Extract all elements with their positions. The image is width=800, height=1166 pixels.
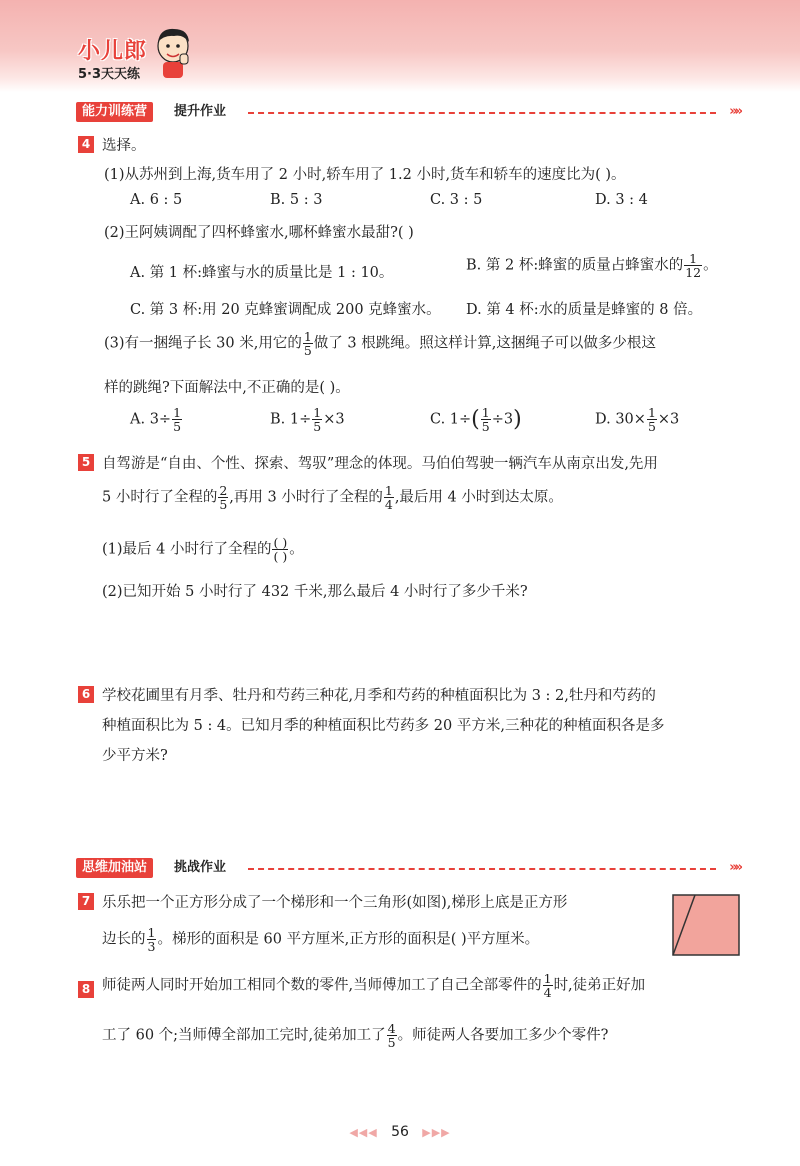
fraction [147,926,157,953]
option-text: ×3 [323,411,345,428]
denominator: 5 [387,1035,396,1050]
question-number: 4 [78,136,94,153]
square-trapezoid-figure [672,894,740,956]
fraction [303,330,313,357]
stem-text: 5 小时行了全程的 [102,489,218,506]
fraction [312,406,322,433]
stem-text: 时,徒弟正好加 [553,977,646,994]
stem-text: (3)有一捆绳子长 30 米,用它的 [104,335,302,352]
stem-text: 。梯形的面积是 60 平方厘米,正方形的面积是( )平方厘米。 [157,931,540,948]
numerator: 1 [173,405,182,420]
paren-open: ( [471,407,480,432]
denominator: 12 [685,265,702,280]
double-arrow-icon: »» [729,104,740,119]
fraction [218,484,228,511]
question-number: 6 [78,686,94,703]
fraction [384,484,394,511]
option-a [130,406,183,433]
stem-text: (1)最后 4 小时行了全程的 [102,541,272,558]
brand-name: 小儿郎 [78,39,148,64]
denominator-blank[interactable]: ( ) [273,549,288,564]
mascot-icon [150,24,196,80]
denominator: 5 [303,343,312,358]
section-header-challenge [76,858,740,878]
denominator: 5 [481,419,490,434]
option-a: A. 6 : 5 [130,192,183,208]
numerator: 1 [147,925,156,940]
denominator: 5 [219,497,228,512]
denominator: 4 [543,985,552,1000]
q6-line3: 少平方米? [102,748,168,764]
option-text: C. 1÷ [430,411,472,428]
q5-sub1 [102,536,304,563]
option-text: A. 3÷ [130,411,172,428]
q5-sub2: (2)已知开始 5 小时行了 432 千米,那么最后 4 小时行了多少千米? [102,584,528,600]
stem-text: 师徒两人同时开始加工相同个数的零件,当师傅加工了自己全部零件的 [102,977,542,994]
stem-text: 边长的 [102,931,146,948]
next-arrows-icon: ▶▶▶ [422,1126,451,1139]
fraction [387,1022,397,1049]
stem-text: 。师徒两人各要加工多少个零件? [397,1027,609,1044]
question-number: 8 [78,981,94,998]
numerator: 1 [481,405,490,420]
denominator: 5 [173,419,182,434]
denominator: 4 [384,497,393,512]
q6-line1: 学校花圃里有月季、牡丹和芍药三种花,月季和芍药的种植面积比为 3 : 2,牡丹和芍药的 [102,688,656,704]
prev-arrows-icon: ◀◀◀ [349,1126,378,1139]
option-d: D. 3 : 4 [595,192,648,208]
page-number: 56 [391,1124,409,1140]
option-text: B. 第 2 杯:蜂蜜的质量占蜂蜜水的 [466,257,684,274]
q8-line1 [102,972,645,999]
option-text: 。 [703,257,718,274]
fraction [172,406,182,433]
numerator: 1 [384,483,393,498]
numerator: 1 [313,405,322,420]
paren-close: ) [513,407,522,432]
stem-text: 做了 3 根跳绳。照这样计算,这捆绳子可以做多少根这 [313,335,656,352]
q5-line1: 自驾游是“自由、个性、探索、驾驭”理念的体现。马伯伯驾驶一辆汽车从南京出发,先用 [102,456,658,472]
page-footer [0,1124,800,1140]
fraction [684,252,702,279]
numerator: 2 [219,483,228,498]
section-tag: 思维加油站 [76,858,153,878]
question-title: 选择。 [102,138,146,154]
stem-text: 。 [289,541,304,558]
fraction [647,406,657,433]
double-arrow-icon: »» [729,860,740,875]
denominator: 5 [313,419,322,434]
question-number: 7 [78,893,94,910]
dashed-divider [248,112,716,114]
answer-blank-fraction[interactable] [272,536,288,563]
denominator: 3 [147,939,156,954]
numerator: 1 [543,971,552,986]
stem-text: ,最后用 4 小时到达太原。 [394,489,563,506]
option-c: C. 第 3 杯:用 20 克蜂蜜调配成 200 克蜂蜜水。 [130,302,441,318]
numerator: 4 [387,1021,396,1036]
question-number: 5 [78,454,94,471]
numerator: 1 [684,252,702,266]
q4-sub2-stem: (2)王阿姨调配了四杯蜂蜜水,哪杯蜂蜜水最甜?( ) [104,225,414,241]
denominator: 5 [647,419,656,434]
q4-sub3-line1 [104,330,656,357]
brand-logo [78,34,147,82]
q8-line2 [102,1022,608,1049]
stem-text: 工了 60 个;当师傅全部加工完时,徒弟加工了 [102,1027,386,1044]
q7-line2 [102,926,539,953]
series-name: 5·3天天练 [78,67,141,82]
stem-text: ,再用 3 小时行了全程的 [229,489,383,506]
option-d: D. 第 4 杯:水的质量是蜂蜜的 8 倍。 [466,302,703,318]
section-tag: 能力训练营 [76,102,153,122]
section-subtitle: 挑战作业 [174,860,227,875]
dashed-divider [248,868,716,870]
q4-sub1-stem: (1)从苏州到上海,货车用了 2 小时,轿车用了 1.2 小时,货车和轿车的速度比为( )。 [104,167,626,183]
option-d [595,406,679,433]
q4-sub3-line2: 样的跳绳?下面解法中,不正确的是( )。 [104,380,350,396]
option-b [466,252,718,279]
option-a: A. 第 1 杯:蜂蜜与水的质量比是 1 : 10。 [130,265,394,281]
fraction [543,972,553,999]
q7-line1: 乐乐把一个正方形分成了一个梯形和一个三角形(如图),梯形上底是正方形 [102,895,568,911]
option-text: ×3 [657,411,680,428]
numerator-blank[interactable]: ( ) [273,535,288,550]
option-text: D. 30× [595,411,646,428]
section-header-ability [76,102,740,122]
q6-line2: 种植面积比为 5 : 4。已知月季的种植面积比芍药多 20 平方米,三种花的种植面积各是多 [102,718,665,734]
option-c: C. 3 : 5 [430,192,483,208]
option-c [430,406,522,433]
option-text: B. 1÷ [270,411,312,428]
option-text: ÷3 [491,411,514,428]
numerator: 1 [303,329,312,344]
numerator: 1 [647,405,656,420]
option-b [270,406,345,433]
option-b: B. 5 : 3 [270,192,323,208]
fraction [481,406,491,433]
q5-line2 [102,484,563,511]
section-subtitle: 提升作业 [174,104,227,119]
